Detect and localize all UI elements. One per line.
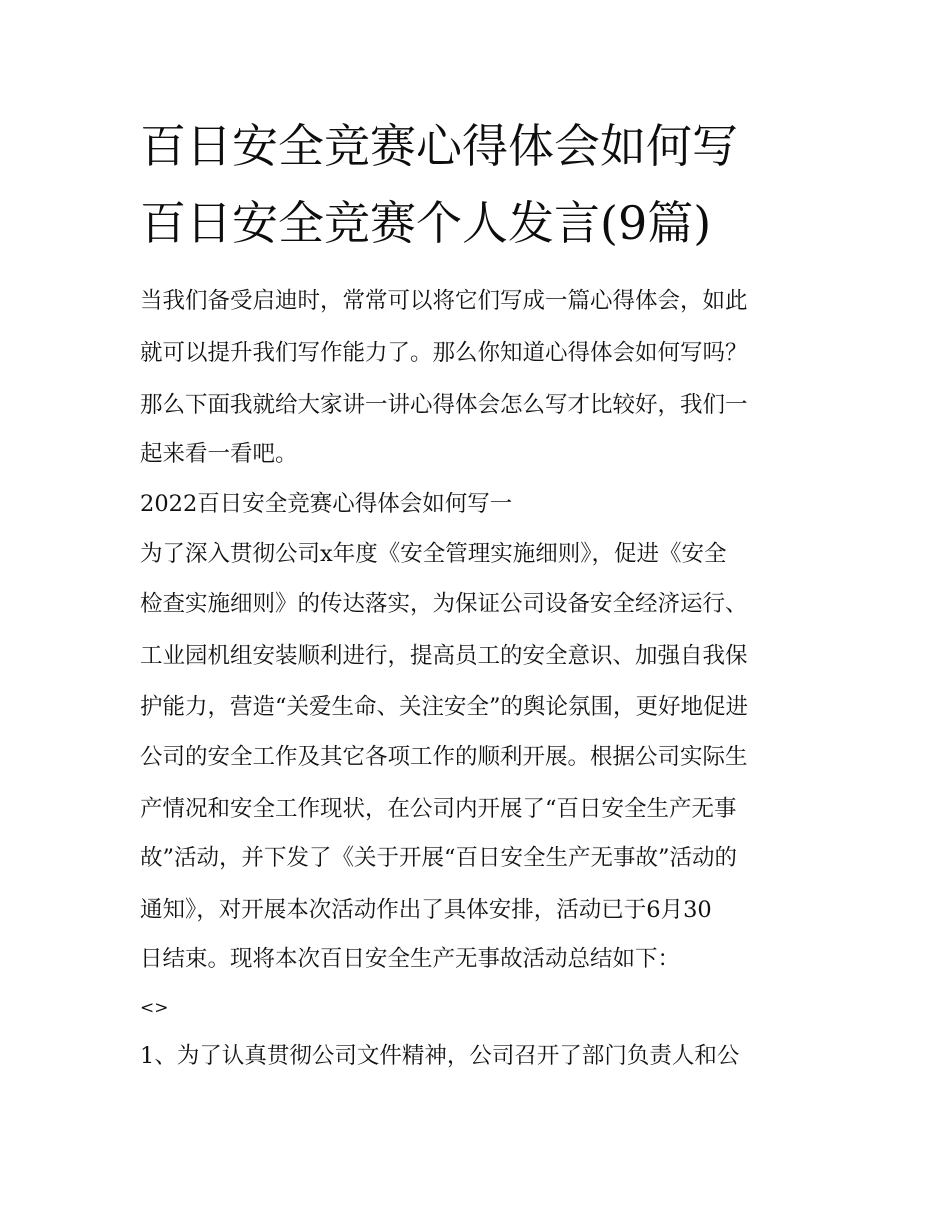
document-title-line-2: 百日安全竞赛个人发言(9篇) [140,196,712,250]
body-paragraph-line: 为了深入贯彻公司x年度《安全管理实施细则》，促进《安全 [140,541,727,567]
document-title-line-1: 百日安全竞赛心得体会如何写 [140,119,738,173]
intro-paragraph-line: 当我们备受启迪时，常常可以将它们写成一篇心得体会，如此 [140,288,748,314]
body-paragraph-line: 护能力，营造“关爱生命、关注安全”的舆论氛围，更好地促进 [140,694,749,720]
intro-paragraph-line: 那么下面我就给大家讲一讲心得体会怎么写才比较好，我们一 [140,392,748,418]
marker-text: <> [140,998,169,1018]
intro-paragraph-line: 起来看一看吧。 [140,441,298,467]
intro-paragraph-line: 就可以提升我们写作能力了。那么你知道心得体会如何写吗？ [140,340,748,366]
body-paragraph-line: 通知》，对开展本次活动作出了具体安排，活动已于6月30 [140,897,712,923]
body-paragraph-line: 检查实施细则》的传达落实，为保证公司设备安全经济运行、 [140,591,748,617]
body-paragraph-line: 故”活动，并下发了《关于开展“百日安全生产无事故”活动的 [140,845,738,871]
body-paragraph-line: 工业园机组安装顺利进行，提高员工的安全意识、加强自我保 [140,643,748,669]
body-paragraph-line: 产情况和安全工作现状，在公司内开展了“百日安全生产无事 [140,796,737,822]
section-heading: 2022百日安全竞赛心得体会如何写一 [140,491,513,517]
list-item-line: 1、为了认真贯彻公司文件精神，公司召开了部门负责人和公 [140,1043,740,1069]
body-paragraph-line: 日结束。现将本次百日安全生产无事故活动总结如下： [140,946,681,972]
body-paragraph-line: 公司的安全工作及其它各项工作的顺利开展。根据公司实际生 [140,744,748,770]
